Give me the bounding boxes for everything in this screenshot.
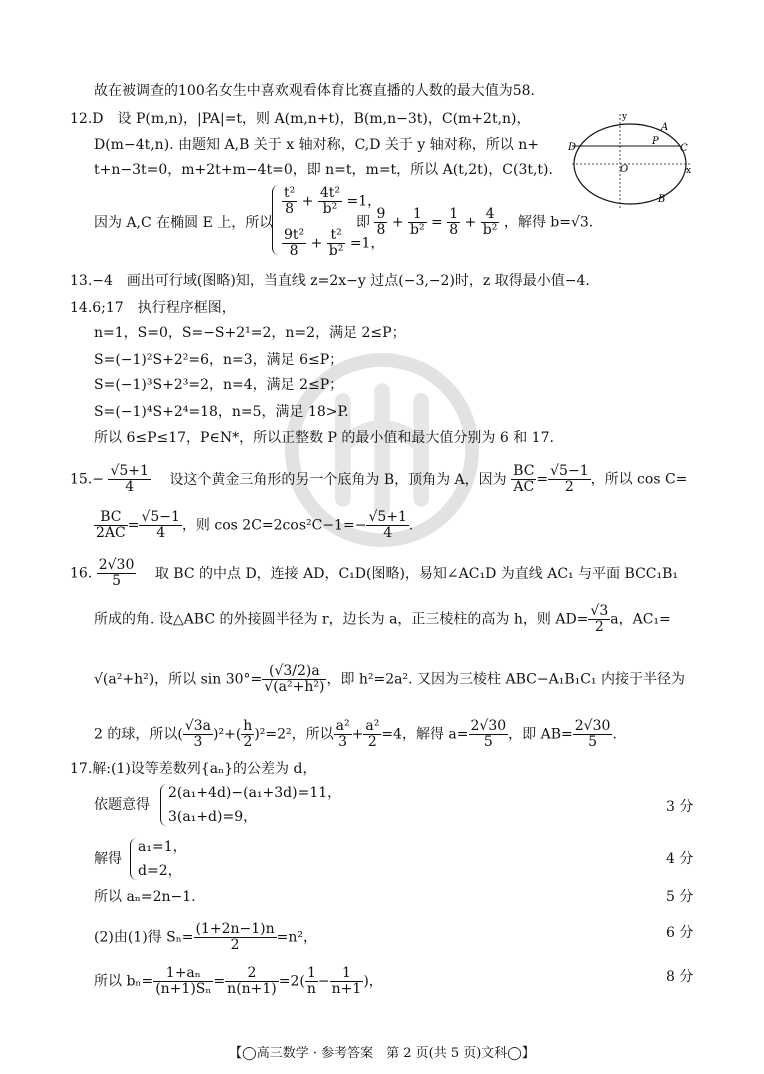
q14-line-1: 14.6;17 执行程序框图，: [70, 300, 236, 316]
intro-line: 故在被调查的100名女生中喜欢观看体育比赛直播的人数的最大值为58.: [94, 83, 535, 99]
q17-points-5: 5 分: [666, 889, 694, 905]
q14-line-2: n=1，S=0，S=−S+2¹=2，n=2，满足 2≤P；: [94, 325, 406, 341]
q12-equation-1: $\frac{\text{t²}}{8}$ + $\frac{\text{4t²}}{\text{b²}}$ =1，: [284, 185, 382, 217]
q16-line-2: 所成的角. 设△ABC 的外接圆半径为 r，边长为 a，正三棱柱的高为 h，则 AD= $\frac{√3}{2}$ a，AC₁=: [94, 603, 671, 635]
q17-brace-1: [160, 784, 167, 826]
q14-line-3: S=(−1)²S+2²=6，n=3，满足 6≤P；: [94, 352, 344, 368]
q12-line-3: t+n−3t=0，m+2t+m−4t=0，即 n=t，m=t，所以 A(t,2t)，C(3t,t).: [94, 162, 553, 178]
q17-brace-2: [130, 838, 137, 880]
q17-eq-3: a₁=1，: [138, 839, 187, 855]
q17-line-3a: 解得: [94, 851, 122, 867]
q14-line-4: S=(−1)³S+2³=2，n=4，满足 2≤P；: [94, 377, 344, 393]
fig-label-d: D: [568, 142, 577, 153]
q12-system-brace: [272, 185, 279, 255]
q17-points-3: 3 分: [666, 799, 694, 815]
q17-line-1: 17.解:(1)设等差数列{aₙ}的公差为 d，: [70, 761, 317, 777]
q17-eq-4: d=2，: [138, 863, 182, 879]
fig-label-o: O: [620, 164, 629, 175]
q12-line-2: D(m−4t,n). 由题知 A,B 关于 x 轴对称，C,D 关于 y 轴对称，所以 n+: [94, 137, 539, 153]
q16-line-3: √(a²+h²)，所以 sin 30°= $\frac{(√3/2)a}{\text{√(a²+h²)}}$ ，即 h²=2a². 又因为三棱柱 ABC−A₁B₁C₁ 内接于半径为: [94, 663, 685, 695]
fig-label-b: B: [658, 194, 666, 205]
fig-label-p: P: [652, 136, 659, 147]
q17-points-8: 8 分: [666, 969, 694, 985]
q17-eq-2: 3(a₁+d)=9，: [168, 809, 258, 825]
q17-eq-1: 2(a₁+4d)−(a₁+3d)=11，: [168, 785, 342, 801]
q13-line: 13.−4 画出可行域(图略)知，当直线 z=2x−y 过点(−3,−2)时，z 取得最小值−4.: [70, 273, 590, 289]
fig-label-c: C: [680, 143, 688, 154]
q16-line-4: 2 的球，所以( $\frac{√3a}{3}$ )²+( $\frac{h}{2}$ )²=2²，所以 $\frac{\text{a²}}{3}$ + $\frac{\text{a²}}{2}$ =4，解得 a= $\frac{2√30}{5}$ ，即 AB= $\frac{2√30}{5}$ .: [94, 718, 617, 750]
q12-line-4a: 因为 A,C 在椭圆 E 上，所以: [94, 215, 274, 231]
q17-line-5: (2)由(1)得 Sₙ= $\frac{(1+2n-1)n}{2}$ =n²，: [94, 921, 317, 953]
fig-label-a: A: [661, 122, 669, 133]
page-footer: 【◯高三数学 · 参考答案 第 2 页(共 5 页)文科◯】: [229, 1046, 535, 1061]
q17-points-4: 4 分: [666, 851, 694, 867]
q14-line-5: S=(−1)⁴S+2⁴=18，n=5，满足 18>P.: [94, 404, 349, 420]
q16-line-1: 16. $\frac{2√30}{5}$ 取 BC 的中点 D，连接 AD，C₁D(图略)，易知∠AC₁D 为直线 AC₁ 与平面 BCC₁B₁: [70, 557, 679, 589]
q17-points-6: 6 分: [666, 925, 694, 941]
q14-line-6: 所以 6≤P≤17，P∈N*，所以正整数 P 的最小值和最大值分别为 6 和 17.: [94, 430, 554, 446]
q15-line-1: 15.− $\frac{√5+1}{4}$ 设这个黄金三角形的另一个底角为 B，顶角为 A，因为 $\frac{BC}{AC}$ = $\frac{√5-1}{2}$ ，所以 cos C=: [70, 463, 688, 495]
q12-equation-2: $\frac{\text{9t²}}{8}$ + $\frac{\text{t²}}{\text{b²}}$ =1，: [284, 227, 385, 259]
q15-line-2: $\frac{BC}{2AC}$ = $\frac{√5-1}{4}$ ，则 cos 2C=2cos²C−1=− $\frac{√5+1}{4}$ .: [96, 509, 414, 541]
q17-line-4: 所以 aₙ=2n−1.: [94, 889, 196, 905]
fig-label-y: y: [622, 112, 628, 122]
fig-label-x: x: [686, 166, 692, 176]
q17-line-6: 所以 bₙ= $\frac{\text{1+aₙ}}{\text{(n+1)Sₙ}}$ = $\frac{2}{n(n+1)}$ =2( $\frac{1}{n}$ − $\frac{1}{n+1}$ )，: [94, 965, 383, 997]
q17-line-2a: 依题意得: [94, 797, 150, 813]
q12-line-1: 12.D 设 P(m,n)，|PA|=t，则 A(m,n+t)，B(m,n−3t)，C(m+2t,n)，: [70, 111, 531, 127]
ellipse-figure: [568, 110, 696, 210]
q12-line-4b: 即 $\frac{9}{8}$ + $\frac{1}{\text{b²}}$ = $\frac{1}{8}$ + $\frac{4}{\text{b²}}$ ，解得 b=√3.: [356, 206, 594, 238]
